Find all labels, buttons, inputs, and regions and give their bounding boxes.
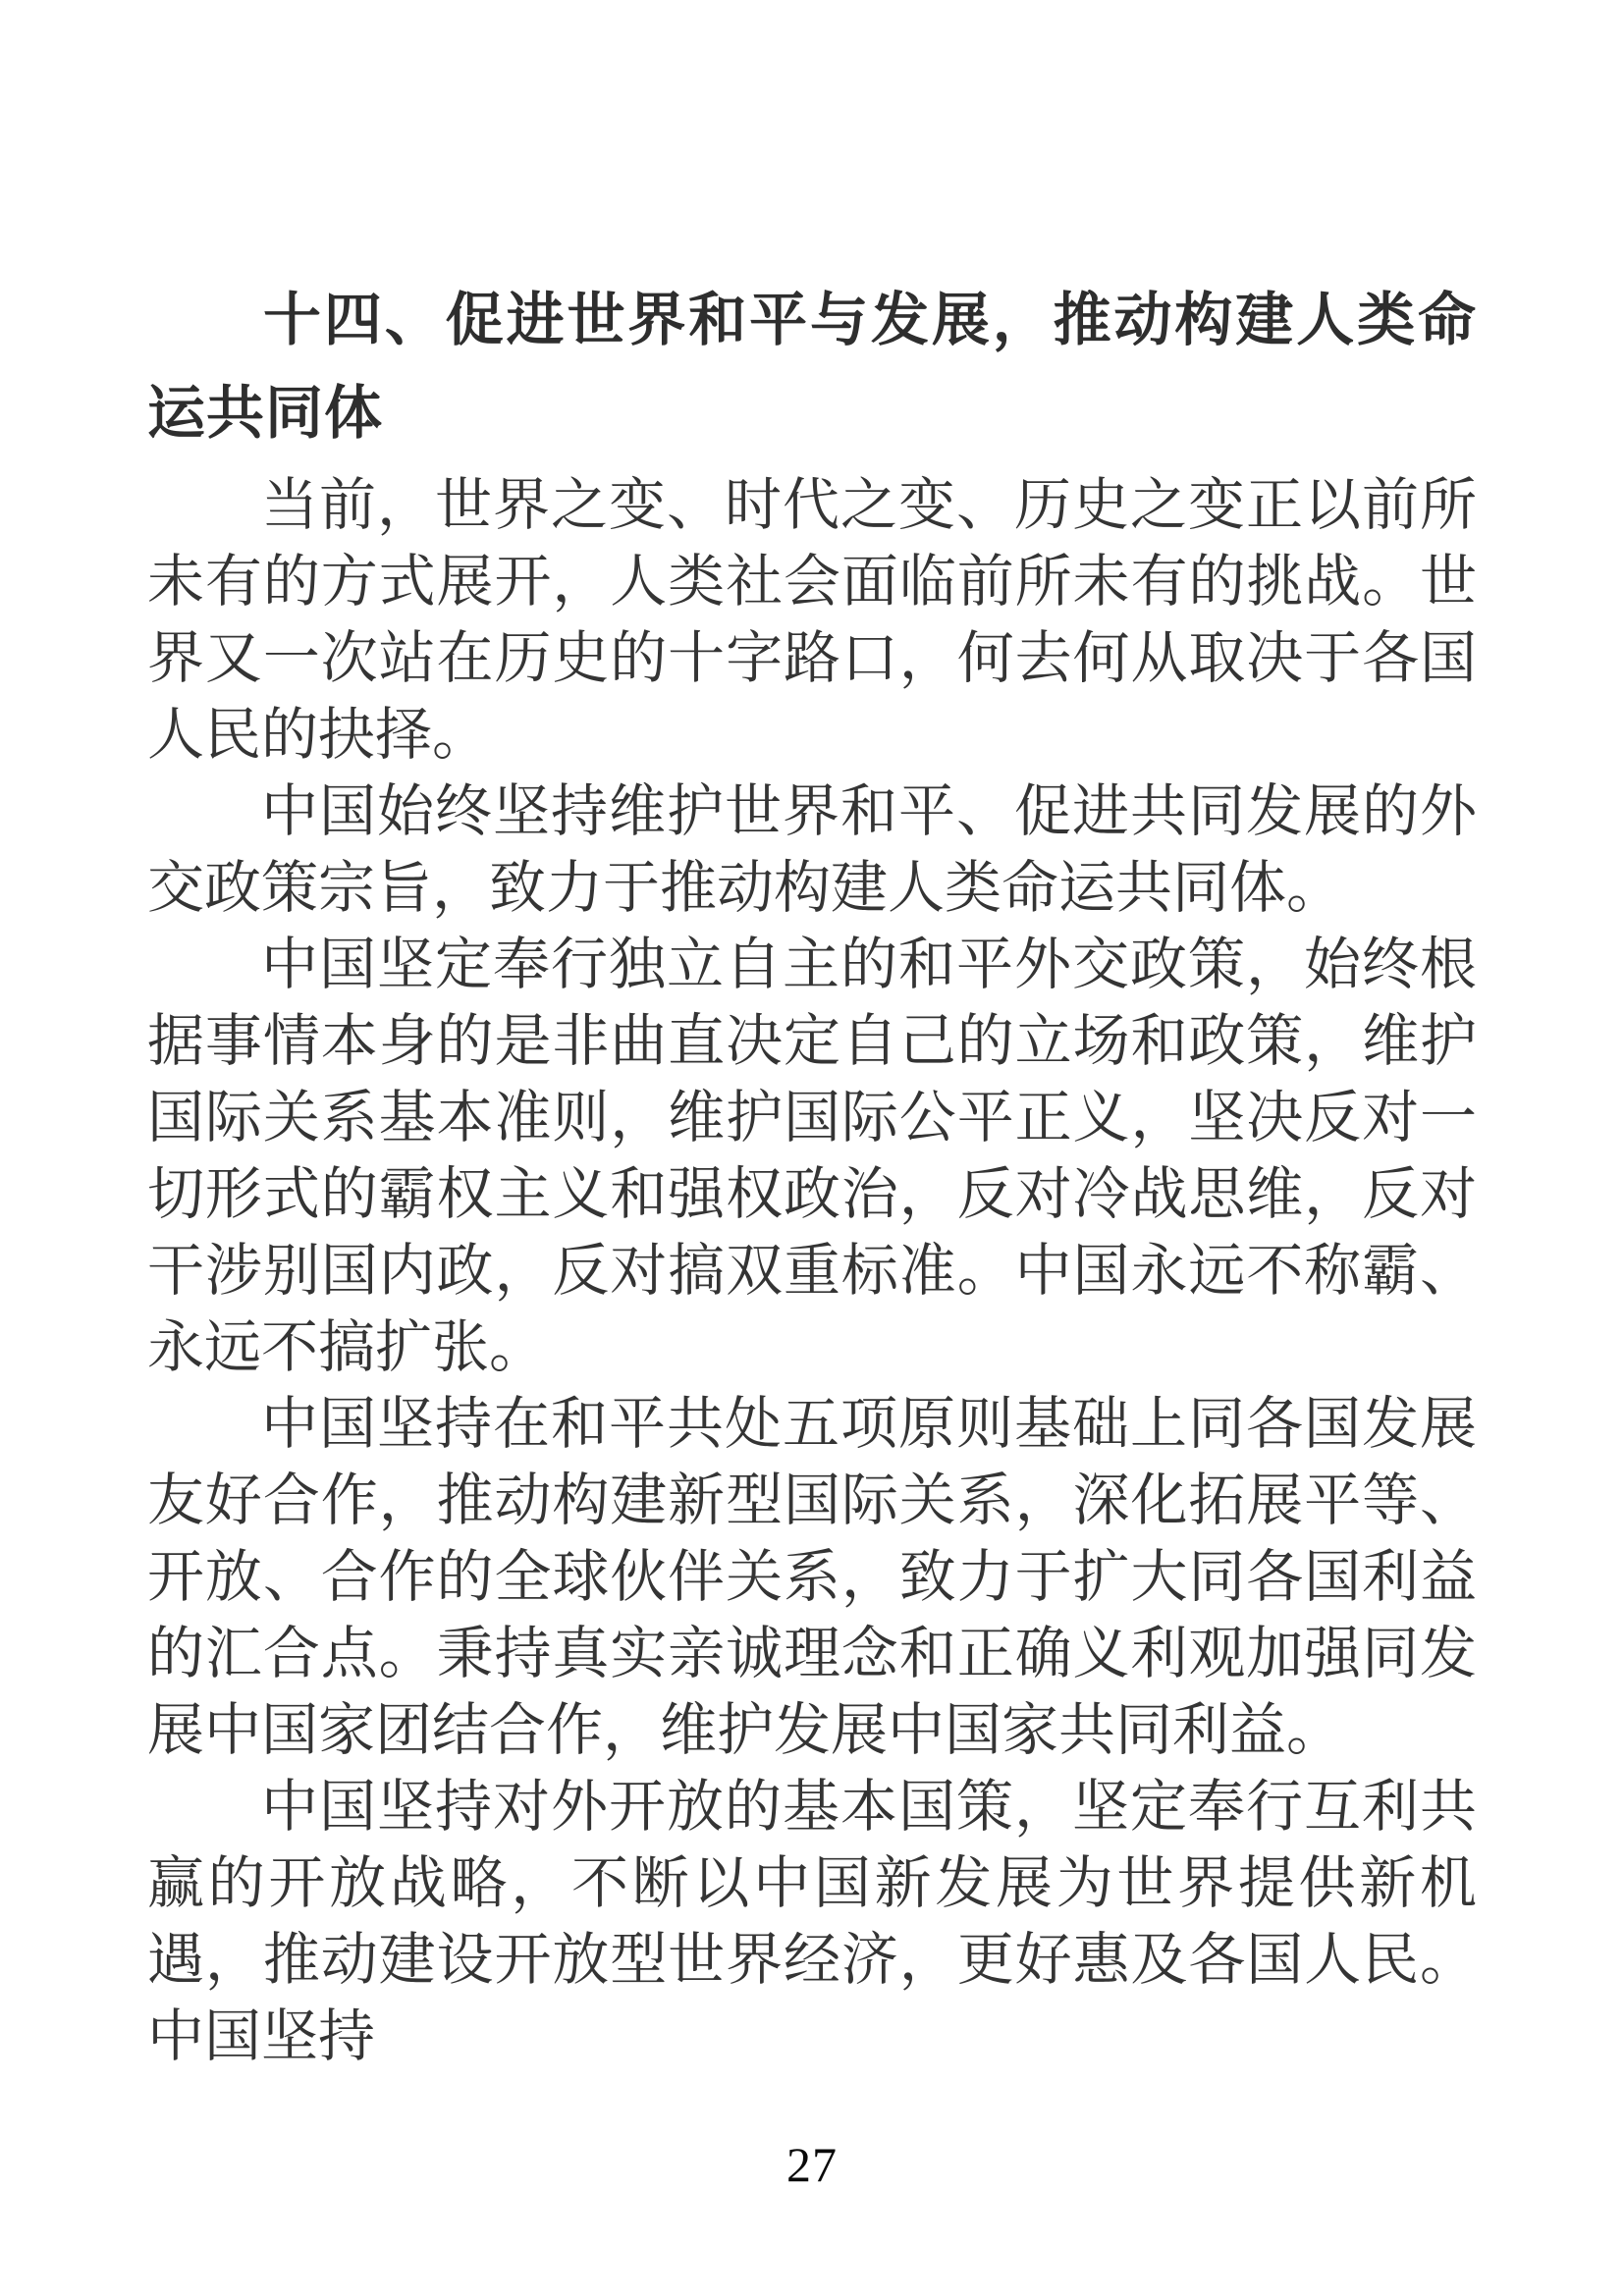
section-heading: 十四、促进世界和平与发展，推动构建人类命运共同体	[147, 286, 1477, 447]
body-text	[147, 467, 1477, 2075]
body-paragraph: 中国坚持在和平共处五项原则基础上同各国发展友好合作，推动构建新型国际关系，深化拓展平等、开放、合作的全球伙伴关系，致力于扩大同各国利益的汇合点。秉持真实亲诚理念和正确义利观加强同发展中国家团结合作，维护发展中国家共同利益。	[147, 1392, 1477, 1762]
body-paragraph: 当前，世界之变、时代之变、历史之变正以前所未有的方式展开，人类社会面临前所未有的挑战。世界又一次站在历史的十字路口，何去何从取决于各国人民的抉择。	[147, 473, 1477, 767]
body-paragraph: 中国始终坚持维护世界和平、促进共同发展的外交政策宗旨，致力于推动构建人类命运共同体。	[147, 779, 1477, 920]
body-paragraph: 中国坚定奉行独立自主的和平外交政策，始终根据事情本身的是非曲直决定自己的立场和政策，维护国际关系基本准则，维护国际公平正义，坚决反对一切形式的霸权主义和强权政治，反对冷战思维，反对干涉别国内政，反对搞双重标准。中国永远不称霸、永远不搞扩张。	[147, 933, 1477, 1379]
page-number: 27	[786, 2137, 838, 2192]
page-footer	[147, 2136, 1477, 2193]
body-paragraph: 中国坚持对外开放的基本国策，坚定奉行互利共赢的开放战略，不断以中国新发展为世界提供新机遇，推动建设开放型世界经济，更好惠及各国人民。中国坚持	[147, 1775, 1477, 2068]
